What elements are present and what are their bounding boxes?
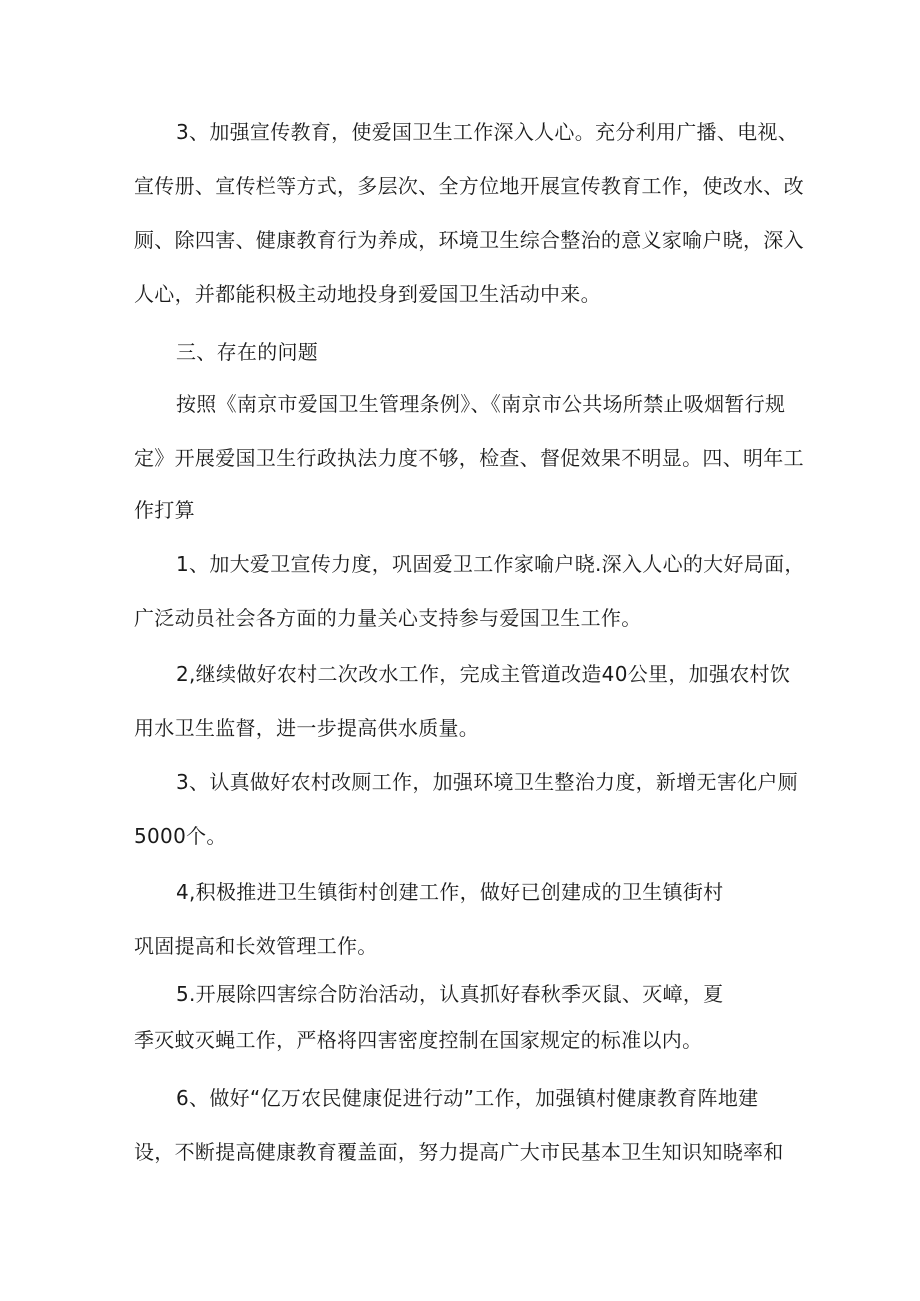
plan-item-1-line-1: 1、加大爱卫宣传力度，巩固爱卫工作家喻户晓.深入人心的大好局面， (176, 552, 805, 576)
problems-line-2: 定》开展爱国卫生行政执法力度不够，检查、督促效果不明显。四、明年工 (134, 446, 804, 470)
plan-item-3-line-1: 3、认真做好农村改厕工作，加强环境卫生整治力度，新增无害化户厕 (176, 770, 799, 794)
plan-item-4-line-2: 巩固提高和长效管理工作。 (134, 934, 378, 958)
paragraph-3-line-2: 宣传册、宣传栏等方式，多层次、全方位地开展宣传教育工作，使改水、改 (134, 174, 804, 198)
plan-item-2-line-1: 2,继续做好农村二次改水工作，完成主管道改造40公里，加强农村饮 (176, 662, 791, 686)
section-heading-problems: 三、存在的问题 (176, 340, 319, 364)
plan-item-4-line-1: 4,积极推进卫生镇街村创建工作，做好已创建成的卫生镇街村 (176, 880, 724, 904)
plan-item-6-line-2: 设，不断提高健康教育覆盖面，努力提高广大市民基本卫生知识知晓率和 (134, 1140, 784, 1164)
plan-item-6-line-1: 6、做好“亿万农民健康促进行动”工作，加强镇村健康教育阵地建 (176, 1086, 759, 1110)
plan-item-3-line-2: 5000个。 (134, 824, 227, 848)
plan-item-2-line-2: 用水卫生监督，进一步提高供水质量。 (134, 716, 480, 740)
paragraph-3-line-3: 厕、除四害、健康教育行为养成，环境卫生综合整治的意义家喻户晓，深入 (134, 228, 804, 252)
problems-line-1: 按照《南京市爱国卫生管理条例》、《南京市公共场所禁止吸烟暂行规 (176, 392, 786, 416)
paragraph-3-line-4: 人心，并都能积极主动地投身到爱国卫生活动中来。 (134, 282, 601, 306)
plan-item-1-line-2: 广泛动员社会各方面的力量关心支持参与爱国卫生工作。 (134, 606, 642, 630)
plan-item-5-line-1: 5.开展除四害综合防治活动，认真抓好春秋季灭鼠、灭嶂，夏 (176, 982, 724, 1006)
problems-line-3: 作打算 (134, 498, 195, 522)
paragraph-3-line-1: 3、加强宣传教育，使爱国卫生工作深入人心。充分利用广播、电视、 (176, 120, 799, 144)
plan-item-5-line-2: 季灭蚊灭蝇工作，严格将四害密度控制在国家规定的标准以内。 (134, 1028, 703, 1052)
